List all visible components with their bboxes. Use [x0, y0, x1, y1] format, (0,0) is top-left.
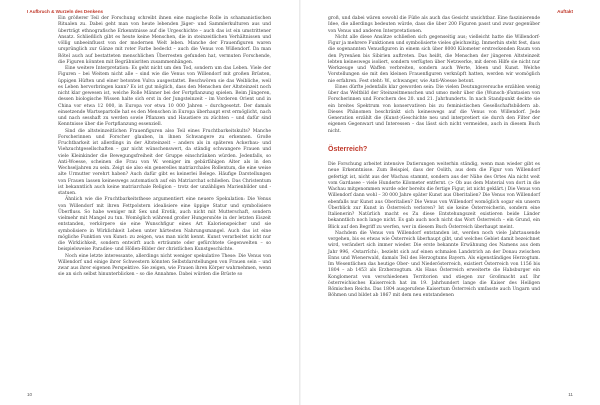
left-page-body	[58, 16, 271, 279]
left-page	[0, 0, 299, 405]
body-paragraph: Die Forschung arbeitet intensive Datierungen weiterhin ständig, wenn man wieder gibt es neue Erkenntnisse. Zum Beispiel, dass der Oolith, aus dem die Figur von Willendorf gefertigt ist, nicht aus der Wachau stammt, sondern aus der Nähe des Ortes Ala nicht weit vom Gardasee – viele Hunderte Kilometer entfernt. (> Ob aus dem Material von dort in die Wachau mitgenommen wurde oder bereits die fertige Figur, ist nicht geklärt.) Die Venus von Willendorf dann wohl – 30 000 Jahre später Kunst aus Oberitalien? Die Venus von Willendorf ebenfalls nur Kunst aus Oberitalien? Die Venus von Willendorf womöglich sogar ein unsern Überblick zur Kunst in Österreich verloren? Ist sie keine Österreicherin, sondern eine Italienerin? Natürlich macht es Zu diese Entstehungszeit existieren beide Länder bekanntlich noch lange nicht. Es gab auch noch nicht das Wort Österreich – ein Grund, ein Blick auf den Begriff zu werfen, wer in diesem Buch Österreich überhaupt meint.	[328, 162, 540, 230]
right-page	[301, 0, 600, 405]
running-header-left: I Aufbruch & Wurzeln des Denkens	[27, 9, 104, 14]
body-paragraph: Eine weitere Interpretation: Es geht nicht um den Tod, sondern um das Leben. Viele der Figuren – bei Weitem nicht alle – sind wie die Venus von Willendorf mit großen Brüsten, üppigen Hüften und einer betonten Vulva ausgestattet. Beschwören sie das Weibliche, weil es Leben hervorbringen kann? Es ist gut möglich, dass den Menschen der Altsteinzeit noch nicht klar gewesen ist, welche Rolle Männer bei der Fortpflanzung spielen. Beim Jüngeren, dessen biologische Wissen halte sich erst in der Jungsteinzeit – im Vorderen Orient und in China vor etwa 12 000, in Europa vor etwa 10 000 Jahren – durchgesetzt. Der damals einsetzende Wartsepartolle hat es den Menschen in Europa überhaupt erst ermöglicht, nach und nach sesshaft zu werden sowie Pflanzen und Haustiere zu züchten – und dafür sind Kenntnisse über die Fortpflanzung essenziell.	[58, 66, 271, 128]
body-paragraph: Ein größerer Teil der Forschung schreibt ihnen eine magische Rolle in schamanistischen Ritualen zu. Dabei geht man von heute lebenden Jäger- und Sammlerkulturen aus und überträgt ethnografische Erkenntnisse auf die Urgeschichte – auch das ist ein umstrittener Ansatz. Schließlich gibt es heute keine Menschen, die in steinzeitlichen Verhältnissen und völlig unbeeinflusst von der modernen Welt leben. Manche der Frauenfiguren waren ursprünglich zur Gänze mit roter Farbe bedeckt – auch die Venus von Willendorf. Da man Rötel auch auf bestatteten menschlichen Überresten gefunden hat, vermuten Forschende, die Figuren könnten mit Begräbnisriten zusammenhängen.	[58, 16, 271, 65]
body-paragraph: Noch eine letzte interessante, allerdings nicht weniger spekulative These: Die Venus von Willendorf und einige ihrer Schwestern könnten Selbstdarstellungen von Frauen sein – und zwar aus ihrer eigenen Perspektive. Sie zeigen, wie Frauen ihren Körper wahrnehmen, wenn sie an sich selbst hinunterblicken – so die Annahme. Dabei würden die Brüste so	[58, 253, 271, 278]
right-page-body	[328, 16, 540, 300]
body-paragraph: Eines dürfte jedenfalls klar geworden sein: Die vielen Deutungsversuche erzählen wenig über das Weltbild der Steinzeitmenschen und umso mehr über die (Wunsch-)Fantasien von Forscherinnen und Forschern des 20. und 21. Jahrhunderts. In nach Standpunkt deckte sie ein breites Spektrum von konservativen bis zu feministischen Gesellschaftsbildern ab. Dieses Phänomen beschränkt sich keineswegs auf die Venus von Willendorf. Jede Generation erzählt die (Kunst-)Geschichte neu und interpretiert sie durch den Filter der eigenen Gegenwart und Interessen – das lässt sich nicht vermeiden, auch in diesem Buch nicht.	[328, 84, 540, 134]
running-header-right: Auftakt	[557, 9, 573, 14]
page-number-right: 11	[568, 392, 573, 397]
body-paragraph: Nachdem die Venus von Willendorf entstanden ist, werden noch viele Jahrtausende vergehen, bis es etwas wie Österreich überhaupt gibt, und welches Gebiet damit bezeichnet wird, verändert sich immer wieder. Die erste bekannte Erwähnung des Namens aus dem Jahr 996, ›Ostarrîchi‹, bezieht sich auf einen schmalen Landstrich an der Donau zwischen Enns und Wienerwald, damals Teil des Herzogtums Bayern. Als eigenständiges Herzogtum. Im Wesentlichen das heutige Ober- und Niederösterreich, existiert Österreich von 1156 bis 1804 – ab 1453 als Erzherzogtum. Als Haus Österreich erweiterte die Habsburger ein Konglomerat von verschiedenen Territorien und stiegen zur Großmacht auf. Ihr österreichisches Kaiserreich hat im 19. Jahrhundert lange die Kaiser des Heiligen Römischen Reichs. Das 1804 ausgerufene Kaisertum Österreich umfasste auch Ungarn und Böhmen und bildet ab 1867 mit dem neu entstandenen	[328, 230, 540, 299]
page-number-left: 10	[27, 392, 33, 397]
body-paragraph: Sind die altsteinzeitlichen Frauenfiguren also Teil eines Fruchtbarkeitskults? Manche Forscherinnen und Forscher glauben, in ihnen Schwangere zu erkennen. Große Fruchtbarkeit ist allerdings in der Altsteinzeit – anders als in späteren Ackerbau- und Viehzuchtgesellschaften – gar nicht wünschenswert, da ständig schwangere Frauen und viele Kleinkinder die Bewegungsfreiheit der Gruppe einschränken würden. Jedenfalls, so Anti-Woesse, scheinen die Frau von W. weniger im gebärfähigen Alter als in den Wechseljahren zu sein. Zeigt sie also ein generelles matriarchales Rollentum, die eine weise alte Urmutter verehrt haben? Auch dafür gibt es keinerlei Belege. Häufige Darstellungen von Frauen lassen keineswegs automatisch auf ein Matriarchat schließen. Das Christentum ist bekanntlich auch keine matriarchale Religion – trotz der unzähligen Marienbilder und -statuen.	[58, 128, 271, 196]
body-paragraph: groß, und dabei wären sowohl die Füße als auch das Gesicht unsichtbar. Eine faszinierende Idee, die allerdings bedeuten würde, dass die über 200 Figuren passt und zwar gegenüber von Venus und anderen Interpretationen.	[328, 16, 540, 34]
section-heading: Österreich?	[328, 145, 368, 153]
body-paragraph: Ähnlich wie die Fruchtbarkeitsthese argumentiert eine neuere Spekulation: Die Venus von Willendorf mit ihren Fettpolstern idealisiere eine üppige Statur und symbolisiere Überfluss. So habe weniger mit Sex und Erotik, auch nicht mit Mutterschaft, sondern vielmehr mit Mangel zu tun. Womöglich während großer Hungersnöte in der letzten Eiszeit entstanden, verkörpere sie eine Wunschfigur eines Art Kalorienspeicher und sie symbolisiere in Wirklichkeit Leben unter härtesten Nahrungsmangel. Auch das ist eine mögliche Funktion von Kunst: zu zeigen, was man nicht kennt. Kunst verarbeitet nicht nur die Wirklichkeit, sondern entwirft auch erträumte oder gefürchtete Gegenwelten – so beispielsweise Paradies- und Höllen-Bilder der christlichen Kunstgeschichte.	[58, 197, 271, 253]
body-paragraph: Nicht alle diese Ansätze schließen sich gegenseitig aus; vielleicht hatte die Willendorf-Figur ja mehrere Funktionen und symbolisierte vieles gleichzeitig. Immerhin steht fest, dass die sogenannten Venusfiguren in einem sich über 8000 Kilometer erstreckenden Raum von den Pyrenäen bis Sibirien auftreten. Das heißt, die Menschen der jüngeren Altsteinzeit lebten keineswegs isoliert, sondern verfügten über Netzwerke, mit deren Hilfe sie nicht nur Werkzeuge und Waffen verbreiten, sondern auch Werte, Ideen und Kunst. Welche Vorstellungen sie mit den kleinen Frauenfiguren verknüpft hatten, werden wir womöglich nie erfahren. Fest steht: W., schwanger, wie Anti-Woesse betont.	[328, 34, 540, 84]
